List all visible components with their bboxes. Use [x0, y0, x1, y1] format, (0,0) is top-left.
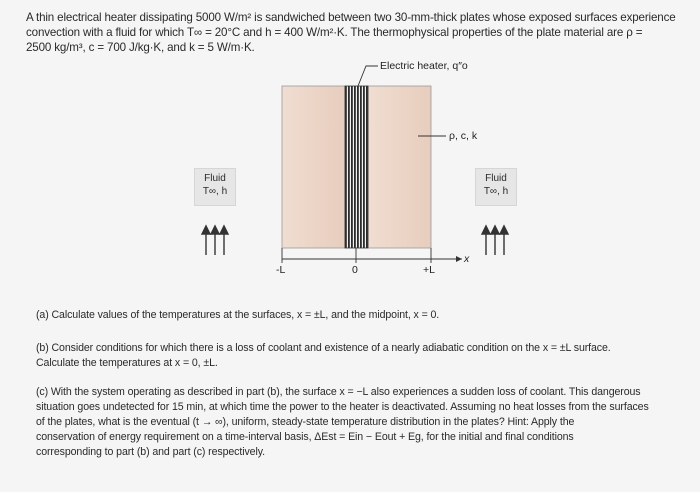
question-c-line-3: of the plates, what is the eventual (t → ∞), uniform, steady-state temperature distribution in the plates? Hint: Apply the — [36, 416, 575, 428]
right-flow-arrows — [482, 226, 508, 255]
question-c-line-5: corresponding to part (b) and part (c) respectively. — [36, 446, 265, 458]
left-plate — [282, 86, 345, 248]
question-a — [36, 308, 676, 323]
question-b-line-1: (b) Consider conditions for which there is a loss of coolant and existence of a nearly adiabatic condition on the x = ±L surface. — [36, 342, 611, 354]
question-a-text: (a) Calculate values of the temperatures at the surfaces, x = ±L, and the midpoint, x = 0. — [36, 309, 440, 321]
intro-line-1: A thin electrical heater dissipating 5000 W/m² is sandwiched between two 30-mm-thick plates whose exposed surfaces experience — [26, 11, 676, 24]
fluid-left-box — [194, 168, 236, 206]
left-flow-arrows — [202, 226, 228, 255]
tick-label-zero: 0 — [352, 264, 358, 276]
question-c-line-2: situation goes undetected for 15 min, at which time the power to the heater is deactivated. Assuming no heat losses from the surfaces — [36, 401, 649, 413]
intro-line-3: 2500 kg/m³, c = 700 J/kg·K, and k = 5 W/m·K. — [26, 41, 255, 54]
heater-element — [345, 86, 368, 248]
fluid-right-box — [475, 168, 517, 206]
intro-line-2: convection with a fluid for which T∞ = 20°C and h = 400 W/m²·K. The thermophysical properties of the plate material are ρ = — [26, 26, 643, 39]
question-c — [36, 385, 676, 460]
material-properties-label: ρ, c, k — [449, 130, 478, 142]
fluid-right-title: Fluid — [485, 173, 507, 184]
heater-label: Electric heater, q″o — [380, 60, 468, 72]
heater-leader-line — [358, 66, 378, 86]
x-axis-arrowhead — [456, 256, 462, 262]
fluid-left-sub: T∞, h — [202, 186, 228, 197]
fluid-left-title: Fluid — [204, 173, 226, 184]
tick-label-minus-L: -L — [276, 264, 286, 276]
right-plate — [368, 86, 431, 248]
question-c-line-4: conservation of energy requirement on a time-interval basis, ΔEst = Ein − Eout + Eg, for the initial and final conditions — [36, 431, 574, 443]
tick-label-plus-L: +L — [423, 264, 435, 276]
question-b — [36, 341, 676, 371]
question-c-line-1: (c) With the system operating as described in part (b), the surface x = −L also experiences a sudden loss of coolant. This dangerous — [36, 386, 641, 398]
axis-variable-x: x — [464, 253, 470, 265]
question-b-line-2: Calculate the temperatures at x = 0, ±L. — [36, 357, 218, 369]
fluid-right-sub: T∞, h — [483, 186, 509, 197]
